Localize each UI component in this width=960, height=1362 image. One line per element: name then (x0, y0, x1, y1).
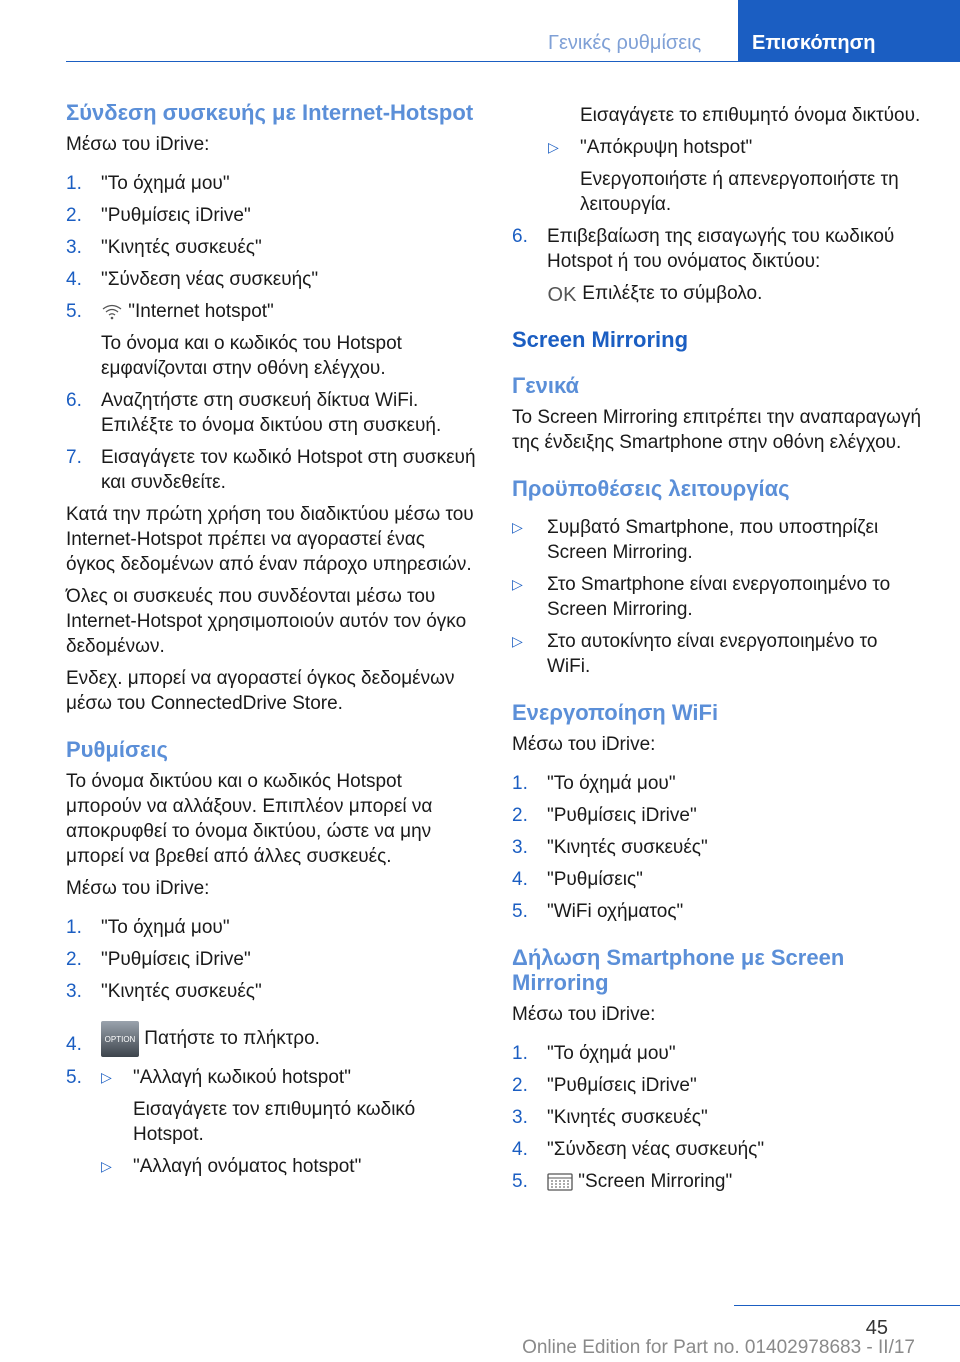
page-number: 45 (865, 1317, 888, 1339)
list-item: 5. "Internet hotspot" Το όνομα και ο κωδικός του Hotspot εμφανίζονται στην οθόνη ελέγχου. (66, 301, 402, 379)
paragraph: Το όνομα δικτύου και ο κωδικός Hotspot μπορούν να αλλάξουν. Επιπλέον μπορεί να αποκρυφθεί το όνομα δικτύου, ώστε να μην μπορεί να βρεθεί από άλλες συσκευές. (66, 771, 433, 867)
settings-steps (66, 915, 478, 1179)
page-footer (0, 1305, 960, 1362)
page-header (0, 0, 960, 62)
list-item: 1. "Το όχημά μου" (66, 917, 230, 938)
list-item: 2. "Ρυθμίσεις iDrive" (66, 205, 251, 226)
triangle-bullet-icon: ▷ (512, 519, 523, 535)
ok-icon (547, 283, 577, 305)
via-idrive: Μέσω του iDrive: (512, 1004, 656, 1025)
edition-text: Online Edition for Part no. 01402978683 - II/17 (522, 1337, 915, 1358)
triangle-bullet-icon: ▷ (101, 1069, 112, 1085)
chapter-tab: Επισκόπηση (738, 0, 960, 62)
declare-steps (512, 1041, 922, 1194)
heading-declare-smartphone: Δήλωση Smartphone με Screen Mirroring (512, 945, 845, 995)
wifi-icon (101, 303, 123, 321)
list-item: 6. Αναζητήστε στη συσκευή δίκτυα WiFi. Επιλέξτε το όνομα δικτύου στη συσκευή. (66, 390, 442, 436)
list-item: 7. Εισαγάγετε τον κωδικό Hotspot στη συσκευή και συνδεθείτε. (66, 447, 476, 493)
list-item: 3. "Κινητές συσκευές" (66, 237, 262, 258)
wifi-steps (512, 771, 922, 924)
continuation-note: Εισαγάγετε το επιθυμητό όνομα δικτύου. (580, 105, 921, 126)
paragraph: Κατά την πρώτη χρήση του διαδικτύου μέσω του Internet-Hotspot πρέπει να αγοραστεί ένας όγκος δεδομένων από έναν πάροχο υπηρεσιών. (66, 504, 474, 575)
list-item: 2. "Ρυθμίσεις iDrive" (512, 1075, 697, 1096)
list-item: 4. "Σύνδεση νέας συσκευής" (512, 1139, 765, 1160)
list-item: 4. "Σύνδεση νέας συσκευής" (66, 269, 319, 290)
left-column (66, 100, 478, 1179)
triangle-bullet-icon: ▷ (512, 576, 523, 592)
footer-rule (734, 1305, 960, 1306)
list-item: 3. "Κινητές συσκευές" (512, 1107, 708, 1128)
list-item: 5. "Screen Mirroring" (512, 1171, 733, 1192)
list-item: 2. "Ρυθμίσεις iDrive" (66, 949, 251, 970)
heading-settings: Ρυθμίσεις (66, 737, 168, 762)
list-item: 1. "Το όχημά μου" (512, 773, 676, 794)
list-item: 5. "WiFi οχήματος" (512, 901, 684, 922)
via-idrive: Μέσω του iDrive: (512, 734, 656, 755)
list-item: 6. Επιβεβαίωση της εισαγωγής του κωδικού Hotspot ή του ονόματος δικτύου: OK Επιλέξτε το σύμβολο. (512, 226, 895, 305)
hotspot-steps (66, 171, 478, 495)
screen-mirroring-icon (547, 1172, 573, 1192)
list-item: 5. ▷ "Αλλαγή κωδικού hotspot" Εισαγάγετε τον επιθυμητό κωδικό Hotspot. ▷ "Αλλαγή ονόματος hotspot" (66, 1067, 416, 1177)
heading-screen-mirroring: Screen Mirroring (512, 327, 689, 352)
list-item: ▷ Στο αυτοκίνητο είναι ενεργοποιημένο το WiFi. (512, 631, 878, 677)
list-item: 2. "Ρυθμίσεις iDrive" (512, 805, 697, 826)
svg-text:OK: OK (547, 283, 577, 305)
triangle-bullet-icon: ▷ (512, 633, 523, 649)
paragraph: Το Screen Mirroring επιτρέπει την αναπαραγωγή της ένδειξης Smartphone στην οθόνη ελέγχου. (512, 407, 922, 453)
heading-internet-hotspot: Σύνδεση συσκευής με Internet-Hotspot (66, 100, 474, 125)
list-item: 4. "Ρυθμίσεις" (512, 869, 643, 890)
heading-general: Γενικά (512, 373, 580, 398)
right-column: Εισαγάγετε το επιθυμητό όνομα δικτύου. ▷ "Απόκρυψη hotspot" Ενεργοποιήστε ή απενεργοποιήστε τη λειτουργία. 6. Επιβεβαίωση της εισαγωγής του κωδικού Hotspot ή του ονόματος δικτύου: OK Επιλέξτε το σύμβολο. Screen Mirroring Γενικά Το Screen Mirroring επιτρέπει την αναπαραγωγή της ένδειξης Smartphone στην οθόνη ελέγχου. Προϋποθέσεις λειτουργίας ▷ Συμβατό Smartphone, που υποστηρίζει Screen Mirroring. ▷ Στο Smartphone είναι ενεργοποιημένο το Screen Mirroring. ▷ Στο αυτοκίνητο είναι ενεργοποιημένο το WiFi. Ενεργοποίηση WiFi Μέσω του iDrive: 1. "Το όχημά μου" 2. "Ρυθμίσεις iDrive" 3. "Κινητές συσκευές" 4. "Ρυθμίσεις" 5. "WiFi οχήματος" Δήλωση Smartphone με Screen Mirroring Μέσω του iDrive: 1. "Το όχημά μου" 2. "Ρυθμίσεις iDrive" 3. "Κινητές συσκευές" 4. "Σύνδεση νέας συσκευής" 5. "Screen Mirroring" (512, 105, 922, 1192)
prereq-list (512, 515, 922, 679)
paragraph: Ενδεχ. μπορεί να αγοραστεί όγκος δεδομένων μέσω του ConnectedDrive Store. (66, 668, 455, 714)
triangle-bullet-icon: ▷ (548, 139, 559, 155)
heading-prerequisites: Προϋποθέσεις λειτουργίας (512, 476, 790, 501)
list-item: ▷ Συμβατό Smartphone, που υποστηρίζει Screen Mirroring. (512, 517, 879, 563)
triangle-bullet-icon: ▷ (101, 1158, 112, 1174)
option-button-icon (101, 1021, 139, 1057)
via-idrive: Μέσω του iDrive: (66, 878, 210, 899)
paragraph: Όλες οι συσκευές που συνδέονται μέσω του Internet-Hotspot χρησιμοποιούν αυτόν τον όγκο δεδομένων. (66, 586, 467, 657)
section-title: Γενικές ρυθμίσεις (548, 32, 702, 54)
header-rule (66, 61, 960, 62)
list-item: 3. "Κινητές συσκευές" (66, 981, 262, 1002)
heading-wifi: Ενεργοποίηση WiFi (512, 700, 719, 725)
confirm-step (512, 224, 922, 306)
list-item: 1. "Το όχημά μου" (512, 1043, 676, 1064)
list-item: 4. OPTION Πατήστε το πλήκτρο. (66, 1020, 478, 1058)
via-idrive: Μέσω του iDrive: (66, 134, 210, 155)
list-item: ▷ Στο Smartphone είναι ενεργοποιημένο το Screen Mirroring. (512, 574, 891, 620)
list-item: 1. "Το όχημά μου" (66, 173, 230, 194)
svg-text:OPTION: OPTION (104, 1034, 136, 1044)
list-item: 3. "Κινητές συσκευές" (512, 837, 708, 858)
